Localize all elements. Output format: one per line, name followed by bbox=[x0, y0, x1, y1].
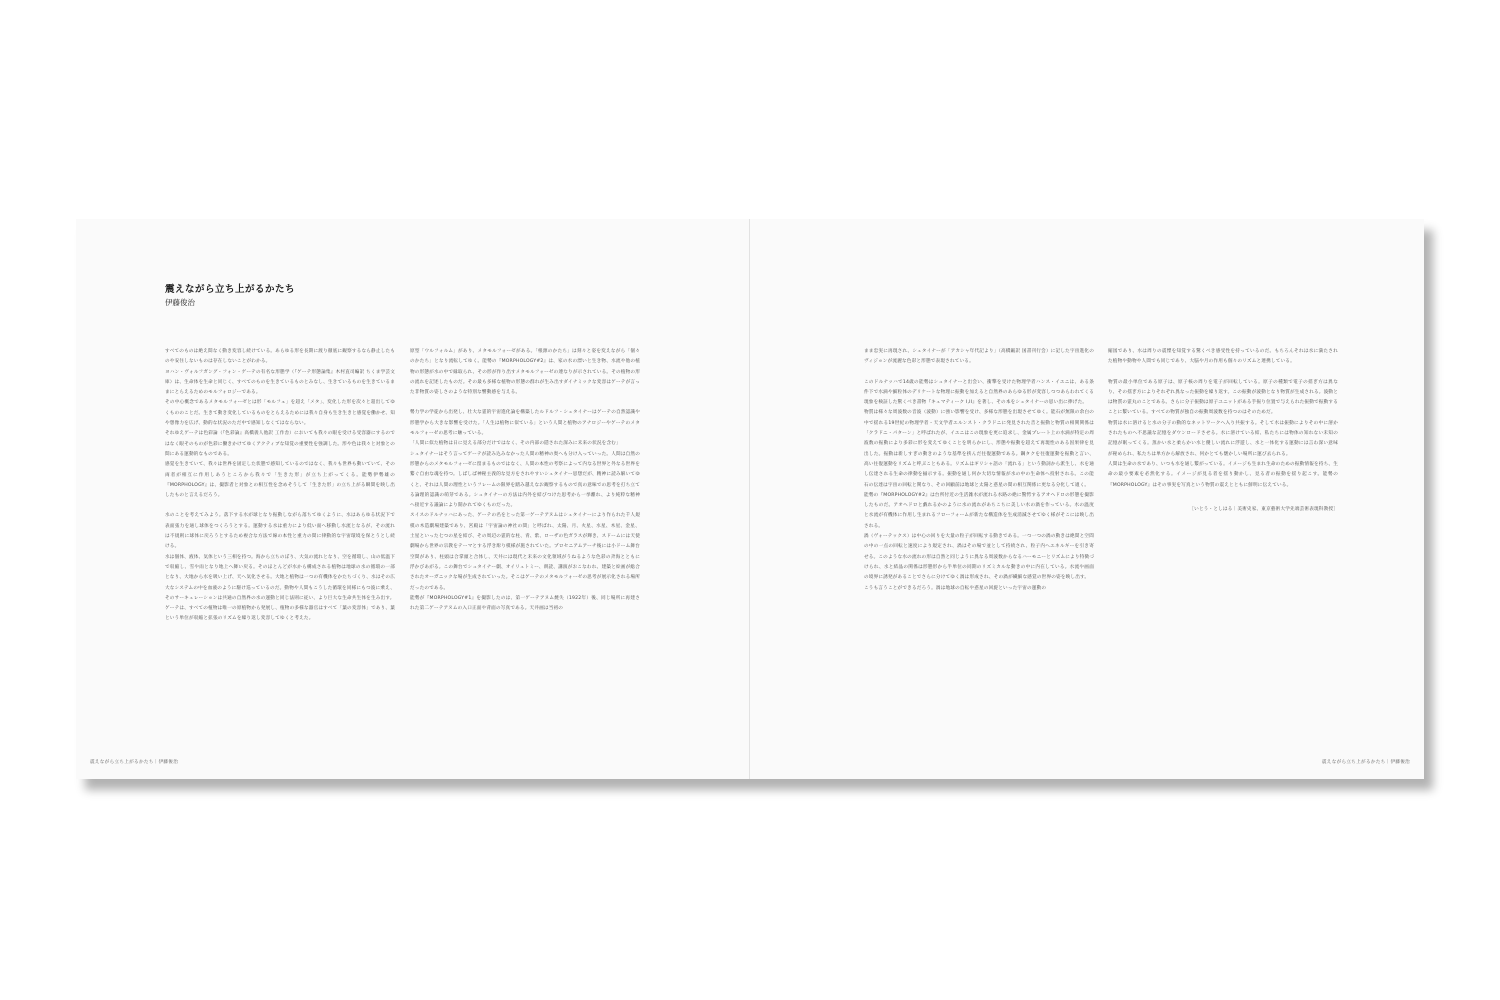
article-title: 震えながら立ち上がるかたち bbox=[165, 284, 296, 295]
paragraph: 物質は水に溶けると水の分子の動的なネットワークへ入り共振する。そして水は振動によりその中に溶かされたものへ不思議な記憶をダウンロードさせる。水に溶けている結、私たちには物体の知れない未知の記憶が眠ってくる。蒸かい水と柔らかい水と優しい流れに浮遊し、水と一体化する運動には言わ深い意味が秘められ、私たちは単方から解放され、何かとても懐かしい場所に運び去られる。 bbox=[1108, 420, 1338, 457]
page-footer-right: 震えながら立ち上がるかたち｜伊藤俊治 bbox=[1321, 760, 1410, 765]
paragraph: ヨハン・ヴォルフガング・フォン・ゲーテの有名な形態学（『ゲーテ形態論集』木村直司編訳 ちくま学芸文庫）は、生命体を生命と同じく、すべてのものを生きているものとみなし、生きているものを生きているままにとらえるためのモルフォロジーである。 bbox=[165, 369, 395, 396]
paragraph: 物質は様々な周波数の音波（波動）に強い影響を受け、多様な形態を出現させてゆく。能石が無限の余白の中で揺れる19世紀の物理学者・天文学者エルンスト・クラドニに発見された音と振動と物質の相関関係は「クラドニ・パターン」と呼ばれたが、イエニはこの現象を更に追求し、金属プレート上の水滴が特定の周波数の振動により多彩に形を変えてゆくことを明らかにし、形態や振動を超えて再現性のある因果律を見出した。振動は新しすぎの動きのような基準を挟んだ往復運動である。鋼タクを往復運動を振動と言い、高い往復運動をリズムと呼ぶこともある。リズムはギリシャ語の「流れる」という動詞から派生し、水を通し伝達される生命の律動を揃示する。振動を通し何か大切な情報が水の中の生命体へ投射される。この能石の伝達は宇宙の回転と関なり、その回顧前は地球と太陽と惑星の間の相互関係に更なる分化して適く。 bbox=[864, 410, 1094, 488]
right-page-column-1 bbox=[864, 347, 1094, 594]
paragraph: スイスのドルナッハにあった、ゲーテの名をとった第一ゲーテアヌムはシュタイナーにより作られた千人規模の木造劇場建築であり、宮殿は「宇宙論の神社の間」と呼ばれ、太陽、月、火星、水星、木星、金星、土星といった七つの星を結び、その周辺の霊的な柱、青、紫、ローザの色ガラスが輝き、スドームには天使劇場から世界の宗教をテーマとする浮き彫り模様が施されていた。プロセニアムアーチ後には小ドーム舞台空間があり、柱頭は合掌頭と合体し、天井には現代と未来の文化領域がうねるような色彩の斉海とともに浮かびあがる。この舞台でシュタイナー劇、オイリュトミー、朗読、講演がおこなわれ、建築と絵画が総合されたオーガニックな場が生成されていった。そこはゲーテのメタモルフォーゼの思考が展示化される場所だったのである。 bbox=[410, 513, 640, 591]
left-page-column-1 bbox=[165, 347, 395, 625]
paragraph: まま忠実に再現され、シュタイナーが「アカシャ年代記より」（高橋巌訳 国書刊行会）に記した宇宙進化のヴィジョンが流麗な色彩と形態で表現されている。 bbox=[864, 349, 1094, 365]
paragraph: 渦（ヴォーテックス）は中心の回りを大量の粒子が回転する動きである。一つ一つの渦の動きは絶間と空間の中の一点の回転と速度により規定され、渦はその場で並として持続され、粒子内へエネルギーを引き寄せる。このような水の流れの形は自然と同じように異なる周波数からなるハーモニーとリズムにより特徴づけられ、水と結晶の関係は形態形から半単位の同期のリズミカルな動きの中に内在している。水流や画面の境界に誘発があることでさらに分けてゆく渦は形成され、その渦が繊細な感覚の世界の姿を映し出す。 bbox=[864, 534, 1095, 581]
left-page-column-2 bbox=[410, 347, 640, 614]
right-page-column-2 bbox=[1108, 347, 1338, 515]
right-page bbox=[750, 219, 1424, 779]
paragraph: 水は個体、液体、気体という三相を持つ。海から立ちのぼり、大気の流れとなり、空を循環し、山の低温下で収縮し、雪や雨となり地上へ舞い戻る。そのほとんどが水から構成される植物は地球の水の循環の一部となり、大地から水を吸い上げ、天へ気化させる。大地と植物は一つの有機体をかたちづくり、水はその広大なシステムの中を血液のように駆け巡っているのだ。動物や人間もこうした循環を同様にもつ波に乗え、そのサーキュレーションは共通の自然界の水の運動と同じ法則に従い、より巨大な生命共生体を生み出す。 bbox=[165, 554, 395, 601]
paragraph: 「人間に似た植物は日に見える部分だけではなく、その内部の隠された深みに未来の状況を含む」 bbox=[410, 441, 621, 447]
paragraph: こうも言うことができるだろう。渦は地球の自転や惑星の回旋といった宇宙の運動の bbox=[864, 585, 1047, 591]
paragraph: シュタイナーはそう言ってゲーテが読み込みなかった人間の精神の奥へも分け入っていった。人間は自然の形態からのメタモルフォーゼに留まるものではなく、人間の本性の考察によって内なる世界と外なる世界を繋ぐ自由な魂を持つ。しばしば神秘主義的な見方をされやすいシュタイナー思想だが、精神に読み解いてゆくと、それは人間の理性というフレームの限界を踏み越えなお観察するもので真の意味での思考を打ち立てる論理的認識の萌芽である。シュタイナーの方法は内外を結びつけた思考から一挙離れ、より純粋な精神へ接近する議論により開かれてゆくものだった。 bbox=[410, 451, 640, 509]
paragraph: 感覚を生きていて、我々は世界を固定した状態で感知しているのではなく、我々も世界も動いていて、その両者が相互に作用しあうところから我々で「生きた形」が立ち上がってくる。能勢伊勢雄の『MORPHOLOGY』は、撮影者と対象との相互性を念めそうして「生きた形」の立ち上がる瞬間を映し出したものと言えるだろう。 bbox=[165, 462, 395, 499]
paragraph: 能勢の『MORPHOLOGY#2』は台所付近の生活雑水が流れる水路の絶に驚愕するアオヘドロの形態を撮影したものだ。アオヘドロと戯れるかのように水の流れがあちこちに美しい水の渦を作っている。水の温度と水流が有機体に作用し生まれるフローフォームが新たな構造体を生成消滅させてゆく様がそこには映し出される。 bbox=[864, 492, 1094, 529]
paragraph: 原型「ウルフォルム」があり、メタモルフォーゼがある。「根源のかたち」は刻々と姿を変えながら「個々のかたち」となり流転してゆく。能勢の『MORPHOLOGY#2』は、家の水の漂いと生き物、水流や他の植物の形態が水の中で縁取られ、その形が作り出すメタモルフォーゼの連なりが示されている。その植物の形の流れを記述したものだ。その最も多様な植物の形態の群れが生み出すダイナミックな変容はゲーテが言った非物質の姿しさのような特別な響動感を与える。 bbox=[410, 349, 640, 396]
paragraph: 勢力学の学徒から出発し、壮大な霊的宇宙進化論を構築したルドルフ・シュタイナーはゲーテの自然認識や形態学から大きな影響を受けた。「人生は植物に似ている」という人間と植物のアナロジーやゲーテのメタモルフォーゼの思考に触っている。 bbox=[410, 410, 640, 437]
book-spread bbox=[76, 219, 1424, 779]
paragraph: 縮図であり、水は周りの震慄を知覚する驚くべき感受性を持っているのだ。もちろんそれは水に満たされた植物や動物や人間でも同じであり、大脳や月の作用も個々のリズムと連携している。 bbox=[1108, 349, 1338, 365]
paragraph: 水のことを考えてみよう。落下する水が球となり振動しながら落ちてゆくように、水はあらゆる状況下で表面張力を通し球体をつくろうとする。運動する水は重力により低い面へ移動し水流となるが、その流れは不規則に球体に戻ろうとするため複合な方法で線の本性と重力の間に律動的な宇宙環境を保とうとし続ける。 bbox=[165, 513, 395, 550]
paragraph: すべてのものは絶え間なく動き変容し続けている。あらゆる形を長期に渡り徹底に観察するなら静止したものや安住しないものは存在しないことがわかる。 bbox=[165, 349, 396, 365]
article-author: 伊藤俊治 bbox=[165, 298, 195, 307]
paragraph: このドルナッハで14歳の能勢はシュタイナーと出会い、衝撃を受けた物理学者ハンス・イエニは、ある条件下で水滴や細粒体のデリケートな物理に振動を加えると自然界のあらゆる形が変容しつつあらわれてくる現象を検証した驚くべき書物『キュマティーク I,II』を著し、その本をシュタイナーの思い出に捧げた。 bbox=[864, 379, 1095, 406]
paragraph: ゲーテは、すべての植物は唯一の原植物から発展し、植物の多様な器官はすべて「葉の変容体」であり、葉という単位が収縮と拡張のリズムを繰り返し変容してゆくと考えた。 bbox=[165, 606, 395, 622]
page-footer-left: 震えながら立ち上がるかたち｜伊藤俊治 bbox=[90, 760, 179, 765]
author-credit: ［いとう・としはる｜美術史家、東京藝術大学先端芸術表現科教授］ bbox=[1189, 506, 1338, 512]
paragraph: 能勢が『MORPHOLOGY#1』を撮影したのは、第一ゲーテアヌム焼失（1922年）後、同じ場所に再建された第二ゲーテアヌムの入口正面や背面の写真である。天井画は当初の bbox=[410, 595, 640, 612]
left-page bbox=[76, 219, 750, 779]
paragraph: その中心概念であるメタモルフォーゼとは形「モルフェ」を超え「メタ」、変化した形を次々と超出してゆくもののことだ。生きて動き変化しているものをとらえるためには我々自身も生き生きと感覚を働かせ、知や想像力を広げ、動的な状況のただ中で感知しなくてはならない。 bbox=[165, 400, 395, 427]
paragraph: 人間は生命の水であり、いつも水を通し繋がっている。イメージも生まれ生命のための振動情報を持ち、生命の最小要素を必然化する。イメージが見る者を揺り動かし、見る者の振動を揺り起こす。能勢の『MORPHOLOGY』はその事実を写真という物質の震えとともに鮮明に伝えている。 bbox=[1108, 461, 1338, 488]
paragraph: それゆえゲーテは色彩論（『色彩論』高橋義人他訳 工作舎）においても我々の眼を受ける受容器にするのではなく眼そのものが色彩に働きかけてゆくアクティブな知覚の重要性を強調した。形や色は我々と対象との間にある運動的なものである。 bbox=[165, 431, 395, 457]
paragraph: 物質の最小単位である原子は、原子核の周りを電子が回転している。原子の種類で電子の揺ぎ方は異なり、その揺ぎ方によりそれぞれ異なった振動を繰り返す。この振動が波動となり物質が生成される。波動とは物質の霊丸のことである。さらに分子振動は原子ユニットがある手振り位置で与えられた振動で振動することに繋いている。すべての物質が独自の振動周波数を持つのはそのためだ。 bbox=[1108, 379, 1338, 416]
